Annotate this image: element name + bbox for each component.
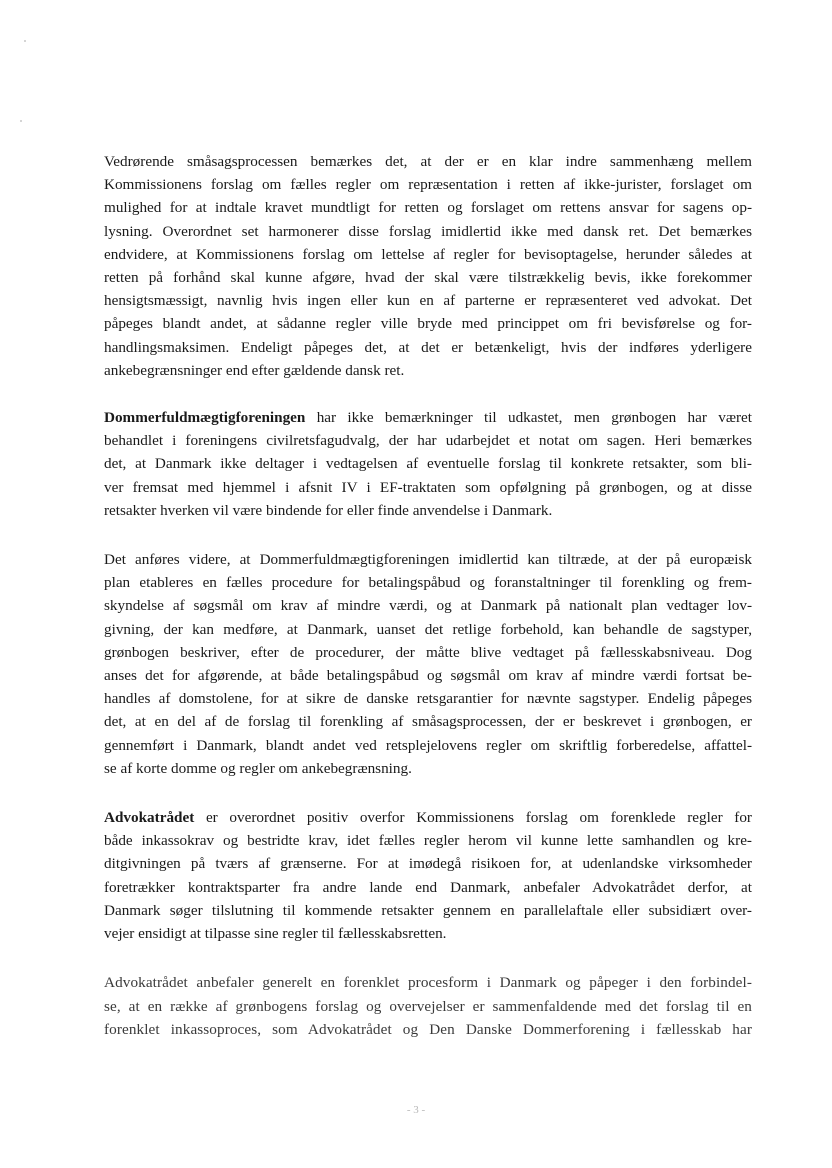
- text-line: mulighed for at indtale kravet mundtligt for retten og forslaget om rettens ansvar for sagens op-: [104, 199, 752, 217]
- text-span: har ikke bemærkninger til udkastet, men grønbogen har været: [305, 409, 752, 427]
- text-line: både inkassokrav og bestridte krav, idet fælles regler herom vil kunne lette samhandlen og kre-: [104, 832, 752, 850]
- text-line: retten på forhånd skal kunne afgøre, hvad der skal være tilstrækkelig bevis, ikke forekommer: [104, 269, 752, 287]
- paragraph-spacer: [104, 522, 752, 548]
- text-line: Advokatrådet anbefaler generelt en forenklet procesform i Danmark og påpeger i den forbindel-: [104, 974, 752, 992]
- text-line: se, at en række af grønbogens forslag og overvejelser er sammenfaldende med det forslag til en: [104, 997, 752, 1015]
- text-line: lysning. Overordnet set harmonerer disse forslag imidlertid ikke med dansk ret. Det bemærkes: [104, 222, 752, 240]
- text-line: handlingsmaksimen. Endeligt påpeges det, at det er betænkeligt, hvis der indføres yderligere: [104, 338, 752, 356]
- scan-speck: [20, 120, 22, 122]
- text-line: Danmark søger tilslutning til kommende retsakter gennem en parallelaftale eller subsidiært over-: [104, 901, 752, 919]
- paragraph-advokatraadet: [104, 806, 752, 945]
- text-line: handles af domstolene, for at sikre de danske retsgarantier for nævnte sagstyper. Endelig påpeges: [104, 690, 752, 708]
- text-line: givning, der kan medføre, at Danmark, uanset det retlige forbehold, kan behandle de sagstyper,: [104, 620, 752, 638]
- text-line: anses det for afgørende, at både betalingspåbud og søgsmål om krav af mindre værdi fortsat be-: [104, 667, 752, 685]
- text-line: forenklet inkassoproces, som Advokatrådet og Den Danske Dommerforening i fællesskab har: [104, 1020, 752, 1038]
- page-number: - 3 -: [406, 1104, 426, 1116]
- text-line: skyndelse af søgsmål om krav af mindre værdi, og at Danmark på nationalt plan vedtager lov-: [104, 597, 752, 615]
- text-line: se af korte domme og regler om ankebegrænsning.: [104, 759, 412, 777]
- organization-name: Advokatrådet: [104, 809, 195, 827]
- paragraph-dommerfuldmaegtigforeningen: [104, 406, 752, 522]
- text-line: gennemført i Danmark, blandt andet ved retsplejelovens regler om skriftlig forberedelse, affattel-: [104, 736, 752, 754]
- paragraph-forenklet-procesform: [104, 971, 752, 1041]
- paragraph-spacer: [104, 382, 752, 406]
- paragraph-european-procedure: [104, 548, 752, 780]
- text-span: er overordnet positiv overfor Kommissionens forslag om forenklede regler for: [194, 809, 752, 827]
- document-page: [104, 150, 752, 1041]
- text-line: retsakter hverken vil være bindende for eller finde anvendelse i Danmark.: [104, 501, 553, 519]
- text-line: vejer ensidigt at tilpasse sine regler til fællesskabsretten.: [104, 925, 447, 943]
- text-line: Kommissionens forslag om fælles regler om repræsentation i retten af ikke-jurister, forslaget om: [104, 176, 752, 194]
- text-line: det, at en del af de forslag til forenkling af småsagsprocessen, der er beskrevet i grønbogen, er: [104, 713, 752, 731]
- text-line: [104, 806, 752, 829]
- text-line: behandlet i foreningens civilretsfagudvalg, der har udarbejdet et notat om sagen. Heri bemærkes: [104, 432, 752, 450]
- text-line: ver fremsat med hjemmel i afsnit IV i EF-traktaten som opfølgning på grønbogen, og at disse: [104, 478, 752, 496]
- paragraph-small-claims: [104, 150, 752, 382]
- text-line: Vedrørende småsagsprocessen bemærkes det, at der er en klar indre sammenhæng mellem: [104, 153, 752, 170]
- text-line: plan etableres en fælles procedure for betalingspåbud og foranstaltninger til forenkling og frem-: [104, 574, 752, 592]
- text-line: endvidere, at Kommissionens forslag om lettelse af regler for bevisoptagelse, herunder således at: [104, 245, 752, 263]
- text-line: foretrækker kontraktsparter fra andre lande end Danmark, anbefaler Advokatrådet derfor, at: [104, 878, 752, 896]
- text-line: Det anføres videre, at Dommerfuldmægtigforeningen imidlertid kan tiltræde, at der på europæisk: [104, 551, 752, 569]
- text-line: påpeges blandt andet, at sådanne regler ville bryde med princippet om fri bevisførelse og for-: [104, 315, 752, 333]
- organization-name: Dommerfuldmægtigforeningen: [104, 409, 306, 427]
- text-line: ankebegrænsninger end efter gældende dansk ret.: [104, 361, 405, 379]
- text-line: det, at Danmark ikke deltager i vedtagelsen af eventuelle forslag til konkrete retsakter, som bli-: [104, 455, 752, 473]
- text-line: ditgivningen på tværs af grænserne. For at imødegå risikoen for, at udenlandske virksomheder: [104, 855, 752, 873]
- text-line: [104, 406, 752, 429]
- text-line: hensigtsmæssigt, navnlig hvis ingen eller kun en af parterne er repræsenteret ved advokat. Det: [104, 292, 752, 310]
- text-line: grønbogen beskriver, efter de procedurer, der måtte blive vedtaget på fællesskabsniveau. Dog: [104, 643, 752, 661]
- paragraph-spacer: [104, 945, 752, 971]
- paragraph-spacer: [104, 780, 752, 806]
- scan-speck: [24, 40, 26, 42]
